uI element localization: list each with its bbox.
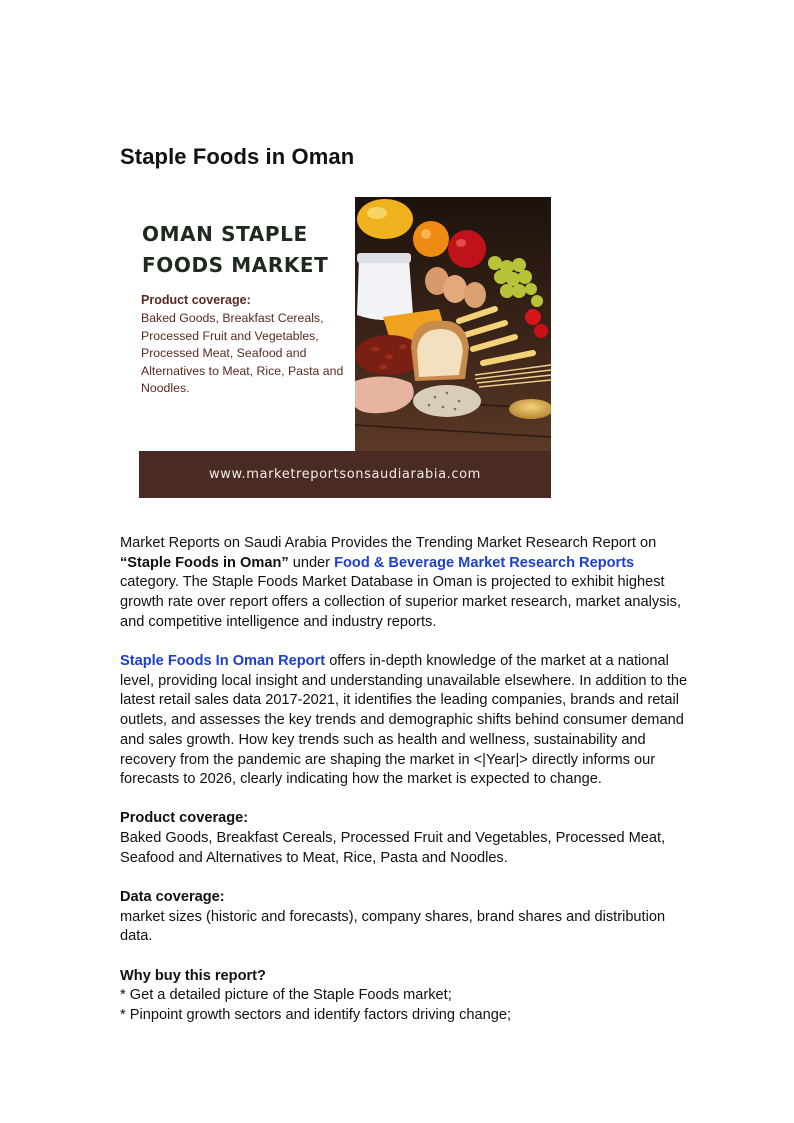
intro-report-title: “Staple Foods in Oman”: [120, 554, 289, 571]
banner-heading: [142, 219, 357, 281]
page-title: Staple Foods in Oman: [120, 144, 355, 169]
banner-website-url: www.marketreportsonsaudiarabia.com: [209, 467, 481, 482]
intro-text-1: Market Reports on Saudi Arabia Provides the Trending Market Research Report on: [120, 535, 657, 551]
banner-text-panel: [139, 197, 355, 451]
product-coverage-heading: Product coverage:: [120, 810, 249, 827]
data-coverage-text: market sizes (historic and forecasts), company shares, brand shares and distribution data.: [120, 908, 666, 945]
why-buy-heading: Why buy this report?: [120, 967, 266, 984]
report-body: [120, 534, 690, 1045]
banner-heading-line1: OMAN STAPLE: [142, 222, 308, 246]
banner-coverage-text: Baked Goods, Breakfast Cereals, Processed Fruit and Vegetables, Processed Meat, Seafood and Alternatives to Meat, Rice, Pasta and Noodles.: [141, 311, 344, 395]
why-buy-section: [120, 967, 690, 1026]
overview-text: offers in-depth knowledge of the market at a national level, providing local insight and understanding unavailable elsewhere. In addition to the latest retail sales data 2017-2021, it identifies the leading companies, brands and retail outlets, and assesses the key trends and demographic shifts behind consumer demand and sales growth. How key trends such as health and wellness, sustainability and recovery from the pandemic are shaping the market in <|Year|> directly informs our forecasts to 2026, clearly indicating how the market is expected to change.: [120, 653, 688, 788]
food-photo: [355, 197, 551, 451]
banner-heading-line2: FOODS MARKET: [142, 253, 329, 277]
report-link[interactable]: Staple Foods In Oman Report: [120, 653, 326, 670]
data-coverage-section: [120, 888, 690, 947]
intro-paragraph: [120, 534, 690, 633]
report-banner-image: [139, 197, 551, 498]
product-coverage-text: Baked Goods, Breakfast Cereals, Processed Fruit and Vegetables, Processed Meat, Seafood and Alternatives to Meat, Rice, Pasta and Noodles.: [120, 830, 666, 866]
data-coverage-heading: Data coverage:: [120, 889, 225, 906]
why-buy-item: * Get a detailed picture of the Staple Foods market;: [120, 987, 452, 1004]
overview-paragraph: [120, 652, 690, 790]
why-buy-item: * Pinpoint growth sectors and identify factors driving change;: [120, 1007, 512, 1024]
intro-text-2: under: [288, 554, 335, 571]
banner-footer: [139, 451, 551, 498]
product-coverage-section: [120, 809, 690, 868]
banner-coverage-label: Product coverage:: [141, 293, 251, 307]
intro-text-3: category. The Staple Foods Market Database in Oman is projected to exhibit highest growth rate over report offers a collection of superior market research, market analysis, and competitive intelligence and industry reports.: [120, 574, 682, 630]
category-link[interactable]: Food & Beverage Market Research Reports: [334, 554, 635, 571]
